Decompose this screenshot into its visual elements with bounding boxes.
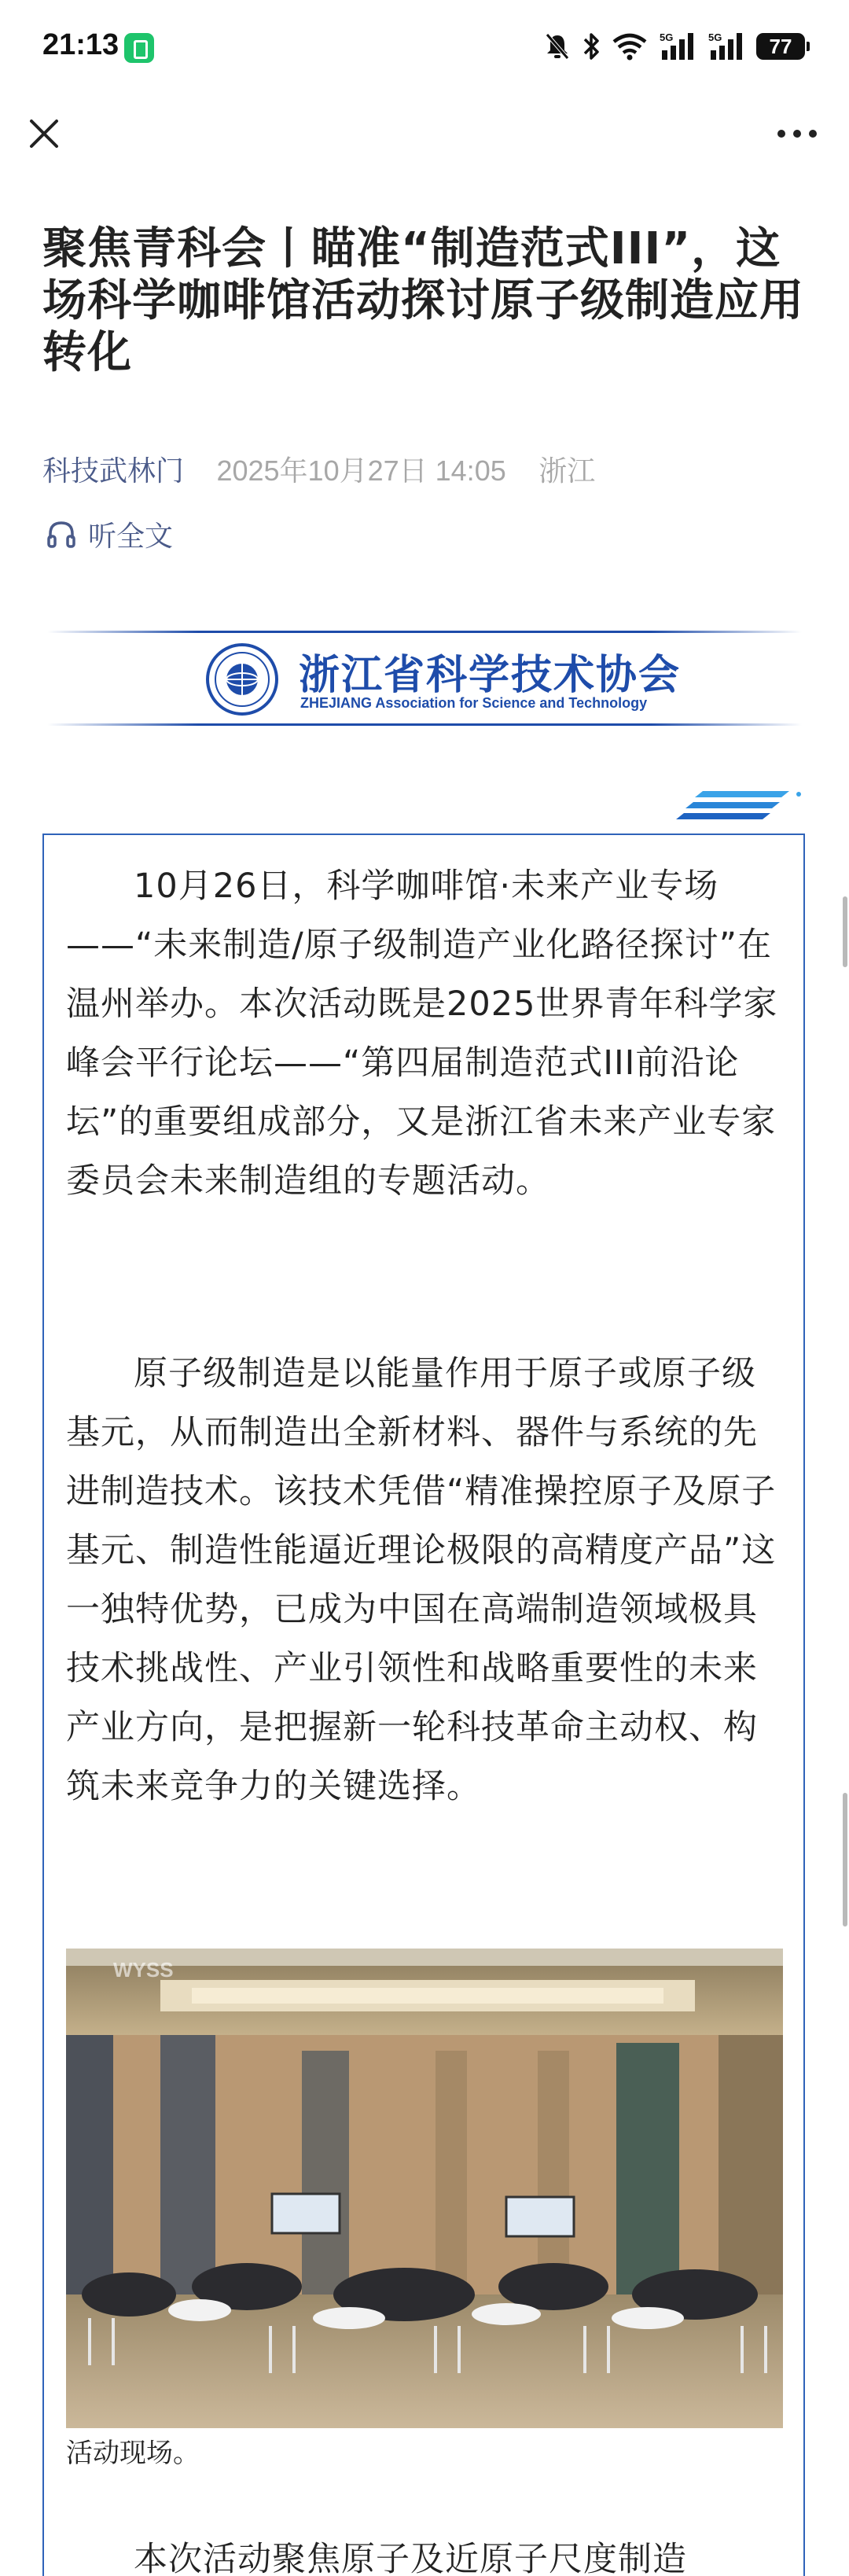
org-banner (47, 621, 802, 731)
battery-icon: 77 (756, 33, 805, 60)
photo-caption: 活动现场。 (66, 2438, 200, 2469)
svg-text:WYSS: WYSS (113, 1958, 174, 1982)
source-link[interactable]: 科技武林门 (42, 455, 185, 488)
body-paragraph: 10月26日，科学咖啡馆·未来产业专场——“未来制造/原子级制造产业化路径探讨”在温州举办。本次活动既是2025世界青年科学家峰会平行论坛——“第四届制造范式III前沿论坛”的重要组成部分，又是浙江省未来产业专家委员会未来制造组的专题活动。 (66, 867, 778, 1201)
org-emblem-icon (204, 642, 280, 717)
status-time: 21:13 (42, 28, 119, 61)
svg-text:5G: 5G (708, 31, 722, 43)
banner-divider (47, 723, 802, 726)
svg-text:5G: 5G (660, 31, 674, 43)
publish-region: 浙江 (538, 455, 596, 488)
scrollbar-thumb[interactable] (843, 896, 847, 967)
5g-signal-icon (659, 31, 696, 61)
mute-bell-icon (544, 32, 571, 61)
body-paragraph: 本次活动聚焦原子及近原子尺度制造 (134, 2540, 687, 2576)
more-icon[interactable] (774, 118, 821, 149)
body-paragraph: 原子级制造是以能量作用于原子或原子级基元，从而制造出全新材料、器件与系统的先进制造技术。该技术凭借“精准操控原子及原子基元、制造性能逼近理论极限的高精度产品”这一独特优势，已成为中国在高端制造领域极具技术挑战性、产业引领性和战略重要性的未来产业方向，是把握新一轮科技革命主动权、构筑未来竞争力的关键选择。 (66, 1354, 777, 1806)
5g-signal-icon (708, 31, 745, 61)
article-title: 聚焦青科会丨瞄准“制造范式III”，这场科学咖啡馆活动探讨原子级制造应用转化 (42, 223, 804, 378)
decorative-stripes (671, 785, 805, 829)
close-icon[interactable] (22, 112, 66, 156)
wifi-icon (612, 32, 648, 61)
article-meta (42, 453, 595, 490)
headphones-icon (46, 518, 77, 550)
listen-button[interactable] (46, 514, 173, 554)
app-notification-icon (124, 33, 154, 63)
org-name-cn: 浙江省科学技术协会 (299, 652, 682, 699)
event-photo[interactable] (66, 1949, 783, 2428)
status-bar (0, 0, 849, 98)
publish-date: 2025年10月27日 14:05 (216, 454, 506, 487)
bluetooth-icon (582, 31, 601, 61)
scrollbar-thumb[interactable] (843, 1793, 847, 1926)
banner-divider (47, 631, 802, 633)
listen-label: 听全文 (88, 520, 174, 553)
status-icons (544, 28, 805, 64)
org-name-en: ZHEJIANG Association for Science and Technology (300, 695, 648, 711)
